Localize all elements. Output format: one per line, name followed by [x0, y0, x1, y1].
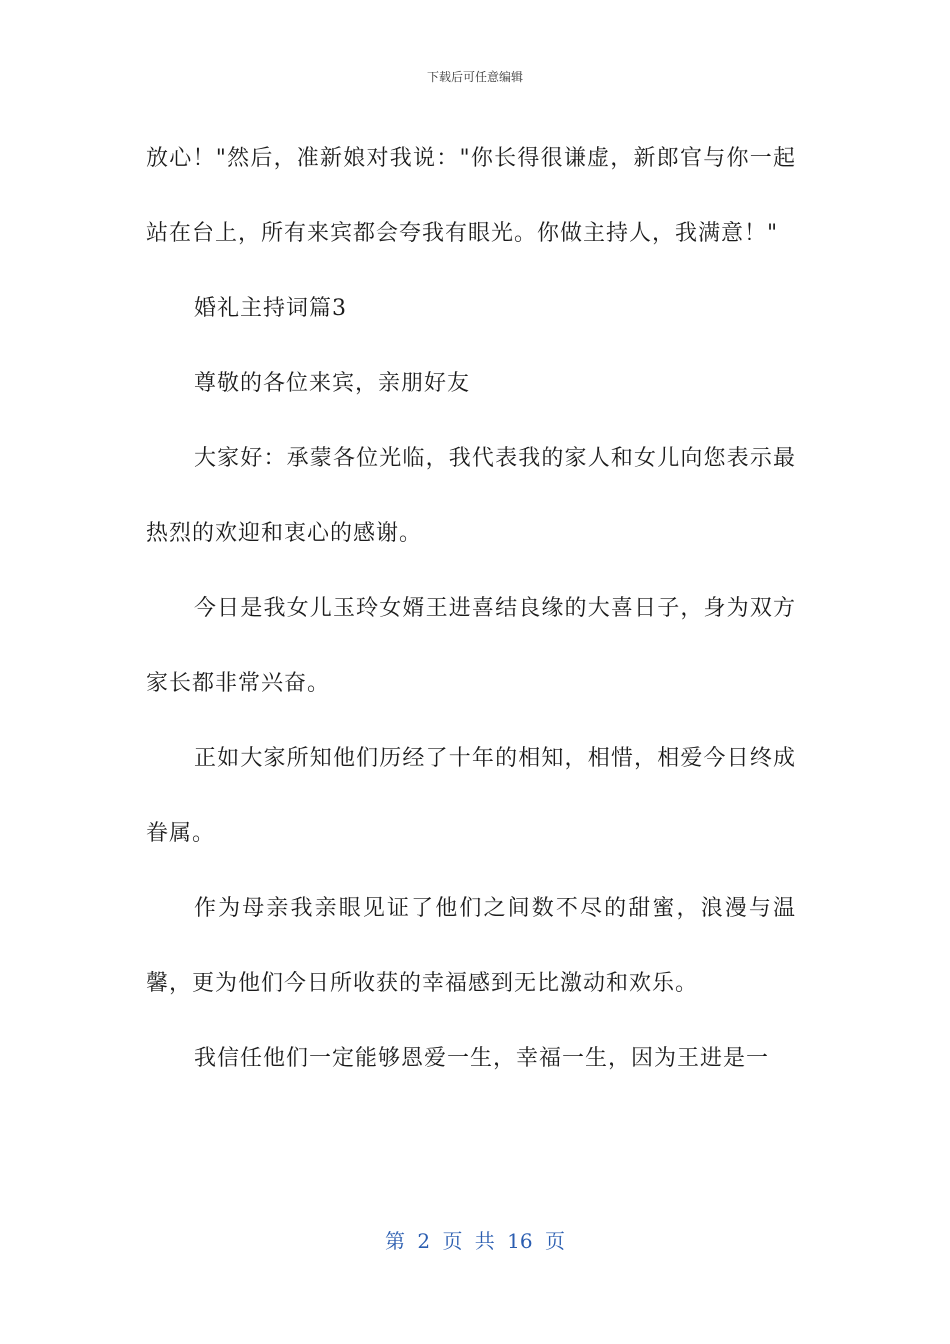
paragraph: 放心！"然后，准新娘对我说："你长得很谦虚，新郎官与你一起站在台上，所有来宾都会夸我有眼光。你做主持人，我满意！" — [146, 146, 796, 246]
paragraph: 今日是我女儿玉玲女婿王进喜结良缘的大喜日子，身为双方家长都非常兴奋。 — [146, 596, 796, 696]
paragraph: 正如大家所知他们历经了十年的相知，相惜，相爱今日终成眷属。 — [146, 746, 796, 846]
document-body — [146, 121, 796, 1096]
page-number-footer: 第 2 页 共 16 页 — [385, 1229, 565, 1253]
page-header-note: 下载后可任意编辑 — [426, 70, 523, 84]
paragraph: 大家好：承蒙各位光临，我代表我的家人和女儿向您表示最热烈的欢迎和衷心的感谢。 — [146, 446, 796, 546]
section-heading: 婚礼主持词篇3 — [194, 296, 347, 321]
paragraph: 尊敬的各位来宾，亲朋好友 — [194, 371, 471, 396]
paragraph: 作为母亲我亲眼见证了他们之间数不尽的甜蜜，浪漫与温馨，更为他们今日所收获的幸福感到无比激动和欢乐。 — [146, 896, 796, 996]
paragraph: 我信任他们一定能够恩爱一生，幸福一生，因为王进是一 — [194, 1046, 770, 1071]
